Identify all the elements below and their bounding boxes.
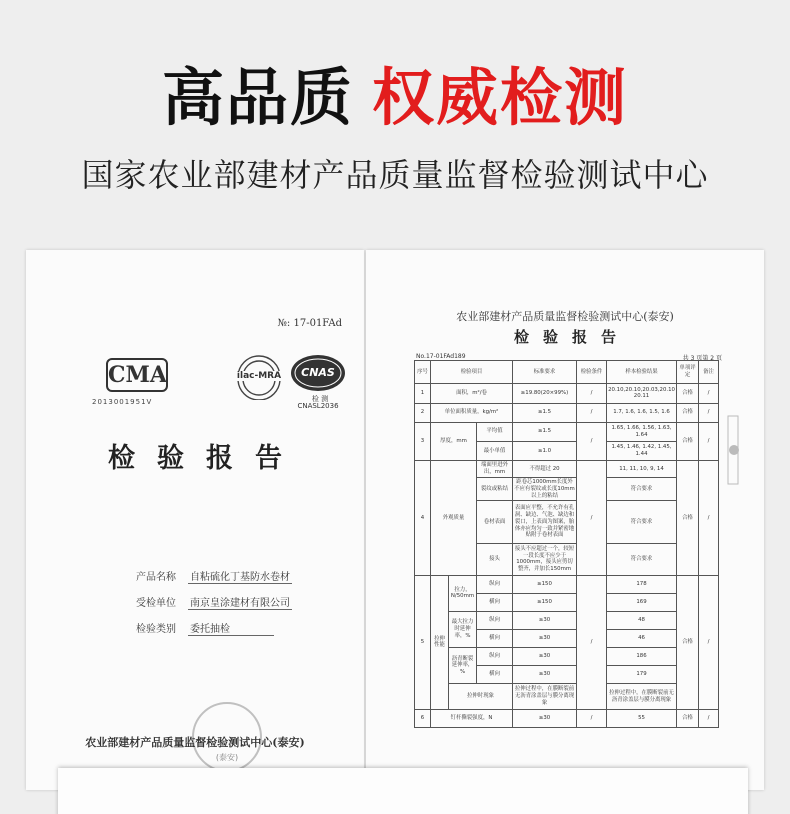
cell: 拉伸过程中，在膜断裂前无沥青涂盖层与膜分离现象 (607, 684, 677, 710)
th-eval: 单项评定 (677, 361, 699, 384)
info-value: 南京皇涂建材有限公司 (188, 594, 292, 610)
results-center-name: 农业部建材产品质量监督检验测试中心(泰安) (456, 310, 674, 323)
cell: ≥19.80(20×99%) (513, 384, 577, 403)
cell: ≥30 (513, 611, 577, 629)
cma-logo: CMA (106, 358, 168, 392)
hero-title-red: 权威检测 (372, 61, 629, 134)
results-page-info: 共 3 页第 2 页 (682, 355, 722, 362)
th-note: 备注 (699, 361, 719, 384)
cover-footer-issuer: 农业部建材产品质量监督检验测试中心(泰安) (85, 736, 305, 749)
info-key: 检验类别 (136, 624, 176, 635)
info-value: 委托抽检 (188, 620, 274, 636)
cell: ≥1.0 (513, 441, 577, 460)
cover-info-rows (136, 568, 292, 646)
cell: ≥1.5 (513, 422, 577, 441)
th-cond: 检验条件 (577, 361, 607, 384)
results-report-number: No.17-01FAd189 (416, 353, 466, 360)
cnas-logo-text: CNAS (301, 366, 335, 379)
cell: 端面里进外出，mm (477, 460, 513, 477)
cell: 合格 (677, 384, 699, 403)
info-value: 自粘硫化丁基防水卷材 (188, 568, 292, 584)
cell: 单位面积质量，kg/m² (431, 403, 513, 422)
cell: 钉杆撕裂强度，N (431, 709, 513, 727)
cell: 最小单值 (477, 441, 513, 460)
cell: ≥30 (513, 648, 577, 666)
cell: / (577, 403, 607, 422)
cell: 纵向 (477, 575, 513, 593)
cell: 横向 (477, 666, 513, 684)
cell: 1 (415, 384, 431, 403)
cell: 186 (607, 648, 677, 666)
cell: 表面应平整，不允许有孔洞、缺边、气泡、缺边和裂口，上表面为图案，胎体亦应均匀一致并紧密地贴附于卷材表面 (513, 501, 577, 544)
cell: 裂纹或粘结 (477, 477, 513, 500)
cma-code: 2013001951V (92, 398, 153, 406)
th-result: 样本检验结果 (607, 361, 677, 384)
cell: 1.45, 1.46, 1.42, 1.45, 1.44 (607, 441, 677, 460)
cell: 48 (607, 611, 677, 629)
cell: / (699, 460, 719, 575)
hero-title-black: 高品质 (161, 61, 354, 134)
cnas-label: 检 测 (311, 395, 329, 403)
cell: / (699, 709, 719, 727)
th-req: 标准要求 (513, 361, 577, 384)
cell: / (577, 460, 607, 575)
cell: 合格 (677, 709, 699, 727)
cell: / (699, 384, 719, 403)
table-row (415, 709, 719, 727)
report-results-page (366, 250, 764, 790)
cell: ≥150 (513, 593, 577, 611)
results-report-title: 检验报告 (513, 328, 630, 346)
results-table-wrap (414, 360, 718, 728)
cell: / (577, 422, 607, 460)
cell: 外观质量 (431, 460, 477, 575)
cell: 纵向 (477, 648, 513, 666)
cell: 合格 (677, 422, 699, 460)
table-row (415, 422, 719, 441)
cell: 横向 (477, 593, 513, 611)
edge-stamp-mark (722, 410, 746, 490)
cell: 4 (415, 460, 431, 575)
hero-subtitle: 国家农业部建材产品质量监督检验测试中心 (81, 156, 709, 194)
cell: ≥30 (513, 709, 577, 727)
cell: 11, 11, 10, 9, 14 (607, 460, 677, 477)
cell: / (699, 575, 719, 709)
cell: 3 (415, 422, 431, 460)
table-row (415, 575, 719, 593)
cell: 5 (415, 575, 431, 709)
table-row (415, 384, 719, 403)
cell: 1.65, 1.66, 1.56, 1.63, 1.64 (607, 422, 677, 441)
cnas-code: CNASL2036 (297, 402, 339, 410)
cell: ≥1.5 (513, 403, 577, 422)
info-key: 受检单位 (136, 598, 176, 609)
cover-report-title: 检验报告 (108, 443, 304, 474)
table-row (415, 403, 719, 422)
cell: 厚度，mm (431, 422, 477, 460)
cell: 接头不应超过一个，较短一段长度不应少于1000mm，接头应剪切整齐，并加长150mm (513, 543, 577, 575)
cell: 最大拉力时延伸率，% (449, 611, 477, 647)
cell: 不得超过 20 (513, 460, 577, 477)
next-report-page (58, 768, 748, 814)
table-header-row (415, 361, 719, 384)
cell: ≥30 (513, 630, 577, 648)
cell: / (699, 403, 719, 422)
table-row (415, 684, 719, 710)
results-table (414, 360, 719, 728)
cell: 55 (607, 709, 677, 727)
cell: ≥150 (513, 575, 577, 593)
report-cover-page (26, 250, 364, 790)
cell: 纵向 (477, 611, 513, 629)
cell: 20.10,20.10,20.03,20.10 20.11 (607, 384, 677, 403)
cell: 接头 (477, 543, 513, 575)
info-row-product (136, 568, 292, 594)
cell: ≥30 (513, 666, 577, 684)
cell: 169 (607, 593, 677, 611)
cell: 拉伸性能 (431, 575, 449, 709)
cell: 符合要求 (607, 543, 677, 575)
cover-serial-number: №: 17-01FAd (277, 318, 342, 329)
info-row-unit (136, 594, 292, 620)
cell: 符合要求 (607, 501, 677, 544)
cell: 拉伸时现象 (449, 684, 513, 710)
cell: 179 (607, 666, 677, 684)
table-row (415, 648, 719, 666)
cell: 符合要求 (607, 477, 677, 500)
cell: 合格 (677, 460, 699, 575)
cell: 平均值 (477, 422, 513, 441)
cell: 拉伸过程中，在膜断裂前无沥青涂盖层与膜分离现象 (513, 684, 577, 710)
cell: 拉力，N/50mm (449, 575, 477, 611)
cell: 2 (415, 403, 431, 422)
cell: 46 (607, 630, 677, 648)
official-seal-text: (泰安) (215, 753, 239, 762)
ilac-mra-text: ilac-MRA (232, 371, 286, 381)
cell: / (577, 384, 607, 403)
th-item: 检验项目 (431, 361, 513, 384)
cell: 178 (607, 575, 677, 593)
cell: 合格 (677, 575, 699, 709)
info-key: 产品名称 (136, 572, 176, 583)
cell: 面积，m²/卷 (431, 384, 513, 403)
cell: / (577, 709, 607, 727)
table-row (415, 611, 719, 629)
info-row-category (136, 620, 292, 646)
hero-title (0, 60, 790, 136)
cell: 1.7, 1.6, 1.6, 1.5, 1.6 (607, 403, 677, 422)
cell: 距卷芯1000mm长度外不应有裂纹或长度10mm以上的粘结 (513, 477, 577, 500)
cell: / (699, 422, 719, 460)
cell: 6 (415, 709, 431, 727)
cell: 合格 (677, 403, 699, 422)
cell: 沥青断裂延伸率，% (449, 648, 477, 684)
cell: 卷材表面 (477, 501, 513, 544)
th-no: 序号 (415, 361, 431, 384)
cell: 横向 (477, 630, 513, 648)
cell: / (577, 575, 607, 709)
table-row (415, 460, 719, 477)
